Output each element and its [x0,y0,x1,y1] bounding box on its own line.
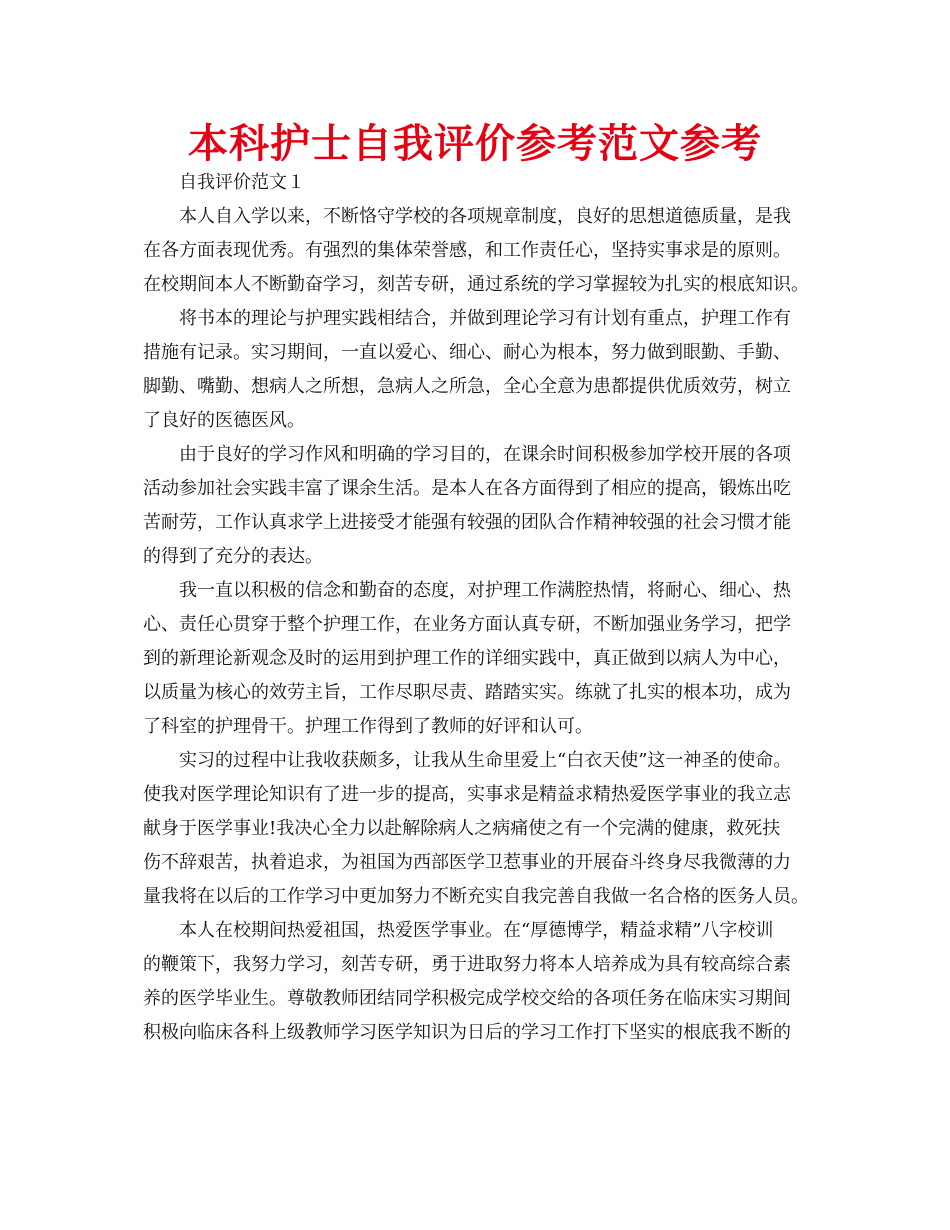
text-line: 到的新理论新观念及时的运用到护理工作的详细实践中，真正做到以病人为中心， [143,648,791,669]
section-subheading: 自我评价范文１ [179,172,305,193]
text-line: 在校期间本人不断勤奋学习，刻苦专研，通过系统的学习掌握较为扎实的根底知识。 [143,274,809,295]
text-line: 本人自入学以来，不断恪守学校的各项规章制度，良好的思想道德质量，是我 [179,206,791,227]
text-line: 措施有记录。实习期间，一直以爱心、细心、耐心为根本，努力做到眼勤、手勤、 [143,342,791,363]
text-line: 由于良好的学习作风和明确的学习目的，在课余时间积极参加学校开展的各项 [179,444,791,465]
paragraph-5 [143,744,815,914]
text-line: 养的医学毕业生。尊敬教师团结同学积极完成学校交给的各项任务在临床实习期间 [143,988,791,1009]
text-line: 献身于医学事业!我决心全力以赴解除病人之病痛使之有一个完满的健康，救死扶 [143,818,781,839]
paragraph-1 [143,200,815,302]
text-line: 了科室的护理骨干。护理工作得到了教师的好评和认可。 [143,716,593,737]
text-line: 我一直以积极的信念和勤奋的态度，对护理工作满腔热情，将耐心、细心、热 [179,580,791,601]
text-line: 的鞭策下，我努力学习，刻苦专研，勇于进取努力将本人培养成为具有较高综合素 [143,954,791,975]
text-line: 本人在校期间热爱祖国，热爱医学事业。在“厚德博学，精益求精”八字校训 [179,920,774,941]
text-line: 了良好的医德医风。 [143,410,305,431]
paragraph-6 [143,914,815,1050]
text-line: 使我对医学理论知识有了进一步的提高，实事求是精益求精热爱医学事业的我立志 [143,784,791,805]
document-body [143,166,815,1050]
text-line: 实习的过程中让我收获颇多，让我从生命里爱上“白衣天使”这一神圣的使命。 [179,750,792,771]
text-line: 脚勤、嘴勤、想病人之所想，急病人之所急，全心全意为患都提供优质效劳，树立 [143,376,791,397]
text-line: 心、责任心贯穿于整个护理工作，在业务方面认真专研，不断加强业务学习，把学 [143,614,791,635]
text-line: 量我将在以后的工作学习中更加努力不断充实自我完善自我做一名合格的医务人员。 [143,886,809,907]
document-title: 本科护士自我评价参考范文参考 [188,121,762,167]
paragraph-2 [143,302,815,438]
paragraph-4 [143,574,815,744]
text-line: 伤不辞艰苦，执着追求，为祖国为西部医学卫惹事业的开展奋斗终身尽我微薄的力 [143,852,791,873]
text-line: 的得到了充分的表达。 [143,546,323,567]
text-line: 将书本的理论与护理实践相结合，并做到理论学习有计划有重点，护理工作有 [179,308,791,329]
text-line: 积极向临床各科上级教师学习医学知识为日后的学习工作打下坚实的根底我不断的 [143,1022,791,1043]
paragraph-3 [143,438,815,574]
text-line: 以质量为核心的效劳主旨，工作尽职尽责、踏踏实实。练就了扎实的根本功，成为 [143,682,791,703]
text-line: 苦耐劳，工作认真求学上进接受才能强有较强的团队合作精神较强的社会习惯才能 [143,512,791,533]
text-line: 在各方面表现优秀。有强烈的集体荣誉感，和工作责任心，坚持实事求是的原则。 [143,240,791,261]
text-line: 活动参加社会实践丰富了课余生活。是本人在各方面得到了相应的提高，锻炼出吃 [143,478,791,499]
